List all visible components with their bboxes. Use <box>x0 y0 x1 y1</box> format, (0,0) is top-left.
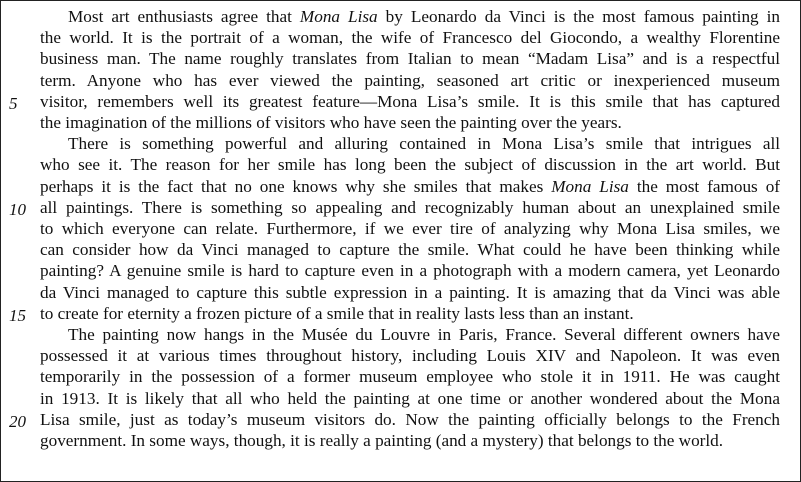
passage-line: possessed it at various times throughout history, including Louis XIV and Napoleon. It was even <box>40 346 780 366</box>
italic-title: Mona Lisa <box>551 176 629 196</box>
passage-line: to which everyone can relate. Furthermore, if we ever tire of analyzing why Mona Lisa smiles, we <box>40 219 780 238</box>
passage-line: business man. The name roughly translates from Italian to mean “Madam Lisa” and is a respectful <box>40 49 780 69</box>
passage-line: government. In some ways, though, it is really a painting (and a mystery) that belongs to the world. <box>40 431 724 450</box>
passage-line: The painting now hangs in the Musée du Louvre in Paris, France. Several different owners have <box>68 325 780 344</box>
passage-line: term. Anyone who has ever viewed the painting, seasoned art critic or inexperienced museum <box>40 70 780 90</box>
line-number: 20 <box>9 411 26 431</box>
passage-line: Most art enthusiasts agree that Mona Lisa by Leonardo da Vinci is the most famous painting in <box>68 7 781 26</box>
passage-line: visitor, remembers well its greatest feature—Mona Lisa’s smile. It is this smile that has captured <box>40 91 780 111</box>
passage-line: perhaps it is the fact that no one knows why she smiles that makes Mona Lisa the most famous of <box>40 176 781 196</box>
italic-title: Mona Lisa <box>299 7 378 26</box>
passage-line: painting? A genuine smile is hard to capture even in a photograph with a modern camera, yet Leonardo <box>40 261 780 281</box>
passage-line: temporarily in the possession of a former museum employee who stole it in 1911. He was caught <box>40 367 780 387</box>
passage-line: to create for eternity a frozen picture of a smile that in reality lasts less than an instant. <box>40 303 634 323</box>
line-number: 5 <box>9 93 18 113</box>
passage-line: all paintings. There is something so appealing and recognizably human about an unexplained smile <box>40 197 780 217</box>
passage-line: da Vinci managed to capture this subtle expression in a painting. It is amazing that da Vinci was able <box>40 282 780 302</box>
passage-line: the imagination of the millions of visitors who have seen the painting over the years. <box>40 113 622 132</box>
passage-line: the world. It is the portrait of a woman, the wife of Francesco del Giocondo, a wealthy Florentine <box>40 28 780 48</box>
passage-line: Lisa smile, just as today’s museum visitors do. Now the painting officially belongs to the French <box>40 409 780 429</box>
passage-line: can consider how da Vinci managed to capture the smile. What could he have been thinking while <box>40 240 780 260</box>
passage-line: who see it. The reason for her smile has long been the subject of discussion in the art world. But <box>40 155 780 175</box>
passage-line: There is something powerful and alluring contained in Mona Lisa’s smile that intrigues all <box>68 134 780 154</box>
passage-line: in 1913. It is likely that all who held the painting at one time or another wondered about the Mona <box>40 388 780 408</box>
line-number: 15 <box>9 305 26 325</box>
line-number: 10 <box>9 199 26 219</box>
